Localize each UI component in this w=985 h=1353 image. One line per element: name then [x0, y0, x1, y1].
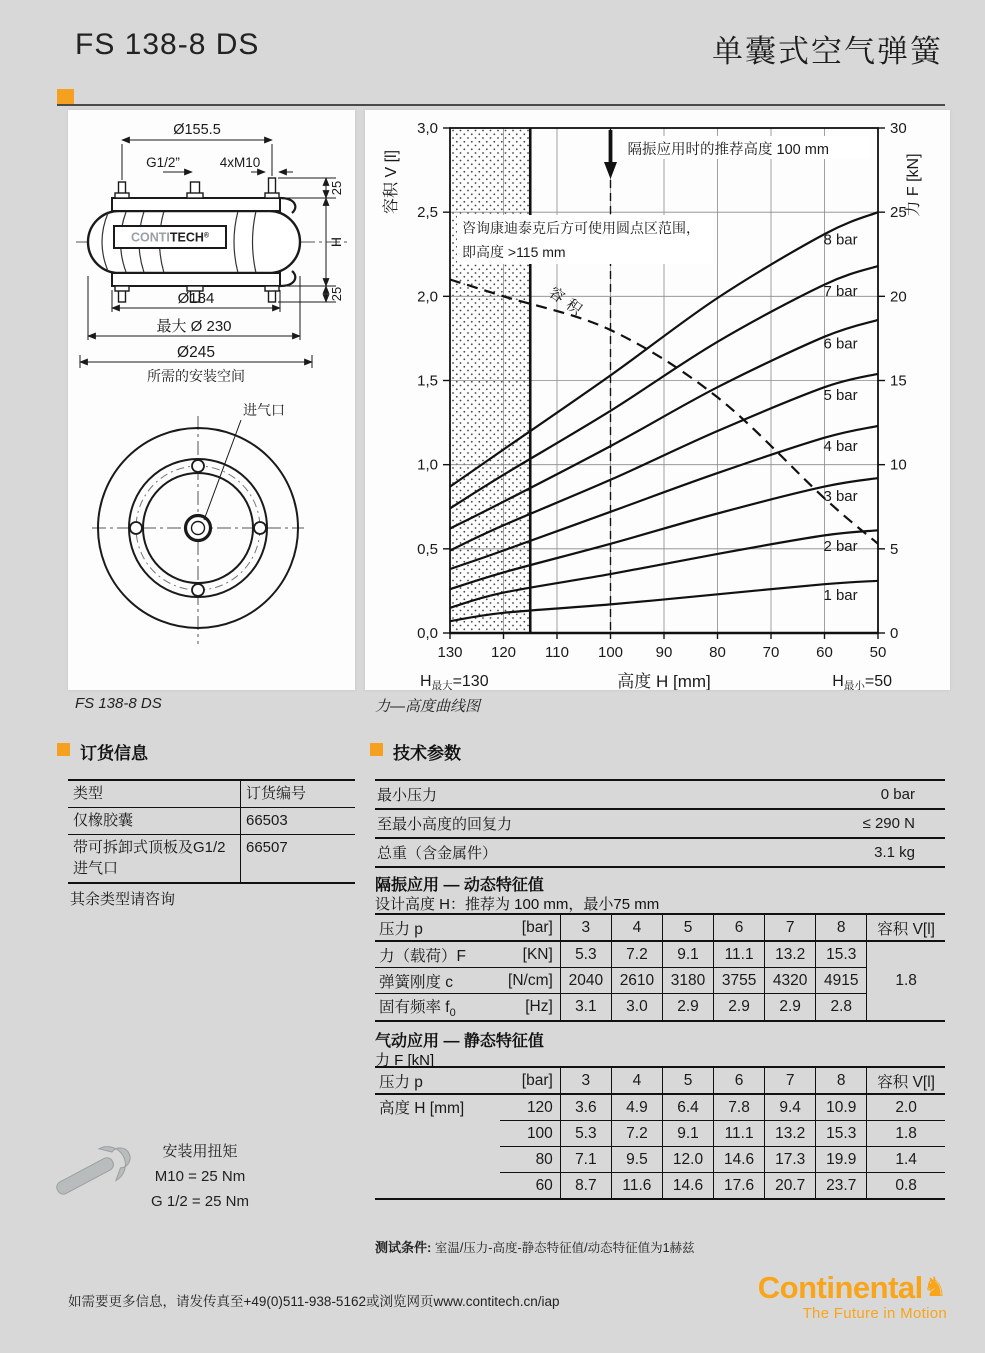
table-row: [68, 834, 355, 883]
ordering-table: [68, 779, 355, 884]
cell: 5.3: [560, 941, 611, 968]
x-tick-label: 100: [597, 644, 624, 661]
table-row: [375, 914, 945, 941]
param-value: ≤ 290 N: [660, 809, 945, 838]
height-value: 80: [500, 1147, 560, 1173]
unit-label: [bar]: [500, 914, 560, 941]
top-plate: [112, 198, 280, 211]
dim-245-label: Ø245: [177, 344, 215, 361]
volume-value: 1.8: [867, 1121, 945, 1147]
x-tick-label: 50: [869, 644, 887, 661]
brand-wordmark: Continental: [757, 1270, 923, 1305]
table-row: [375, 809, 945, 838]
dim-h: H: [328, 236, 344, 248]
curve-label: 1 bar: [823, 587, 858, 605]
dynamic-title: 隔振应用 — 动态特征值: [375, 877, 544, 894]
y-right-tick-label: 0: [890, 625, 899, 642]
brand-text: CONTITECH®: [130, 230, 210, 245]
cell: 9.5: [611, 1147, 662, 1173]
table-row: [68, 807, 355, 834]
air-inlet-label: 进气口: [243, 402, 285, 418]
recommended-annotation: 隔振应用时的推荐高度 100 mm: [627, 142, 829, 158]
y-left-tick-label: 2,0: [417, 288, 438, 306]
y-right-tick-label: 15: [890, 372, 907, 390]
cell: 7.2: [611, 1121, 662, 1147]
drawing-caption: FS 138-8 DS: [75, 695, 162, 712]
cell: 3.1: [560, 994, 611, 1022]
pressure-col: 7: [765, 1067, 816, 1094]
cell: 11.6: [611, 1173, 662, 1200]
x-tick-label: 110: [545, 644, 569, 661]
cell: 5.3: [560, 1121, 611, 1147]
y-left-tick-label: 0,0: [417, 625, 438, 642]
y-left-tick-label: 1,5: [417, 372, 438, 390]
cell: 20.7: [765, 1173, 816, 1200]
cell: 14.6: [714, 1147, 765, 1173]
volume-curve-label: 容积: [545, 283, 590, 323]
curve-label: 6 bar: [823, 335, 858, 353]
bead-top: [280, 198, 295, 213]
cell: 4.9: [611, 1094, 662, 1121]
pressure-col: 8: [816, 914, 867, 941]
y-left-tick-label: 2,5: [417, 204, 438, 222]
volume-col-header: 容积 V[l]: [867, 914, 945, 941]
cell: 9.1: [662, 941, 713, 968]
cell: 2.9: [714, 994, 765, 1022]
drawing-panel: [68, 110, 355, 690]
volume-value: 1.8: [867, 941, 945, 1021]
cell: 2.9: [662, 994, 713, 1022]
table-row: [375, 994, 945, 1022]
tech-params-table: [375, 779, 945, 868]
row-label: 固有频率 $f_0$: [379, 999, 456, 1020]
y-right-axis-title: 力 F [kN]: [905, 153, 922, 217]
row-label: 压力 p: [375, 914, 500, 941]
height-value: 100: [500, 1121, 560, 1147]
cell: 19.9: [816, 1147, 867, 1173]
dim-25-top: 25: [329, 180, 344, 196]
pressure-col: 3: [560, 1067, 611, 1094]
dim-184-label: Ø184: [177, 290, 215, 307]
static-table: [375, 1066, 945, 1200]
torque-g12: G 1/2 = 25 Nm: [151, 1192, 249, 1210]
cell: 10.9: [816, 1094, 867, 1121]
y-left-tick-label: 3,0: [417, 120, 438, 137]
table-row: [375, 1067, 945, 1094]
pressure-col: 7: [765, 914, 816, 941]
row-label: 高度 H [mm]: [375, 1094, 500, 1199]
chart-caption: 力—高度曲线图: [375, 698, 481, 715]
pressure-col: 5: [662, 914, 713, 941]
y-right-tick-label: 10: [890, 456, 907, 474]
row-label: 弹簧刚度 c: [375, 968, 500, 994]
y-left-axis-title: 容积 V [l]: [383, 149, 400, 215]
order-number: 66507: [241, 834, 356, 883]
volume-value: 2.0: [867, 1094, 945, 1121]
x-tick-label: 130: [437, 644, 463, 661]
col-header-type: 类型: [68, 780, 241, 807]
pressure-col: 6: [714, 1067, 765, 1094]
height-value: 60: [535, 1176, 553, 1194]
order-type: 带可拆卸式顶板及G1/2进气口: [73, 838, 226, 878]
y-left-tick-label: 1,0: [417, 456, 438, 474]
page-title-model: FS 138-8 DS: [75, 28, 260, 61]
y-right-tick-label: 30: [890, 120, 907, 137]
cell: 9.4: [765, 1094, 816, 1121]
cell: 6.4: [662, 1094, 713, 1121]
cell: 15.3: [816, 1121, 867, 1147]
volume-col-header: 容积 V[l]: [867, 1067, 945, 1094]
x-tick-label: 90: [655, 644, 673, 661]
x-tick-label: 60: [816, 644, 833, 661]
consult-annotation-line2: 即高度 >115 mm: [462, 244, 566, 260]
param-label: 至最小高度的回复力: [375, 809, 660, 838]
cell: 17.3: [765, 1147, 816, 1173]
cell: 13.2: [765, 941, 816, 968]
cell: 3.0: [611, 994, 662, 1022]
cell: 15.3: [816, 941, 867, 968]
cell: 14.6: [662, 1173, 713, 1200]
torque-m10: M10 = 25 Nm: [154, 1167, 246, 1185]
cell: 2.8: [816, 994, 867, 1022]
cell: 4320: [765, 968, 816, 994]
curve-label: 7 bar: [823, 282, 858, 300]
order-number: 66503: [241, 807, 356, 834]
pressure-col: 6: [714, 914, 765, 941]
curve-label: 4 bar: [823, 438, 858, 456]
bottom-plate: [112, 273, 280, 286]
torque-info: [110, 1140, 290, 1214]
air-spring-drawing: [68, 110, 355, 690]
cell: 12.0: [662, 1147, 713, 1173]
horse-icon: ♞: [922, 1272, 947, 1302]
param-value: 3.1 kg: [660, 838, 945, 867]
static-subtitle: 力 F [kN]: [375, 1052, 435, 1069]
pressure-col: 4: [611, 1067, 662, 1094]
ordering-section-square: [57, 743, 70, 756]
y-right-tick-label: 25: [890, 204, 907, 222]
ordering-section-title: 订货信息: [80, 744, 148, 763]
cell: 7.2: [611, 941, 662, 968]
table-row: [375, 780, 945, 809]
table-row: [375, 968, 945, 994]
x-tick-label: 80: [709, 644, 726, 661]
volume-value: 1.4: [867, 1147, 945, 1173]
cell: 13.2: [765, 1121, 816, 1147]
h-min-label: H最小=50: [832, 673, 892, 690]
table-row: [375, 1094, 945, 1121]
x-tick-label: 70: [762, 644, 780, 661]
install-space-label: 所需的安装空间: [147, 368, 245, 384]
volume-value: 0.8: [867, 1173, 945, 1200]
recommended-arrow-head: [604, 162, 617, 179]
dim-230-label: 最大 Ø 230: [156, 318, 232, 335]
tech-section-title: 技术参数: [393, 744, 461, 763]
curve-label: 8 bar: [823, 231, 858, 249]
row-label: 压力 p: [375, 1067, 500, 1094]
cell: 2040: [560, 968, 611, 994]
param-label: 最小压力: [375, 780, 660, 809]
bottom-view: [92, 416, 304, 644]
y-left-tick-label: 0,5: [417, 540, 438, 558]
curve-label: 5 bar: [823, 387, 858, 405]
pressure-col: 5: [662, 1067, 713, 1094]
y-right-tick-label: 20: [890, 288, 907, 306]
table-row: [375, 941, 945, 968]
dim-25-bottom: 25: [329, 286, 344, 302]
cell: 7.1: [560, 1147, 611, 1173]
consult-annotation-line1: 咨询康迪泰克后方可使用圆点区范围，: [462, 220, 700, 236]
cell: 17.6: [714, 1173, 765, 1200]
continental-logo: [717, 1272, 947, 1322]
x-axis-title: 高度 H [mm]: [617, 672, 711, 690]
force-height-chart: [365, 110, 950, 690]
order-type: 仅橡胶囊: [68, 807, 241, 834]
dim-155-label: Ø155.5: [173, 122, 221, 138]
bead-bottom: [280, 271, 295, 286]
param-label: 总重（含金属件）: [375, 838, 660, 867]
cell: 2610: [611, 968, 662, 994]
cell: 8.7: [560, 1173, 611, 1200]
cell: 11.1: [714, 941, 765, 968]
y-right-tick-label: 5: [890, 540, 899, 558]
curve-label: 2 bar: [823, 537, 858, 555]
unit-label: [bar]: [500, 1067, 560, 1094]
cell: 4915: [816, 968, 867, 994]
pressure-col: 3: [560, 914, 611, 941]
cell: 23.7: [816, 1173, 867, 1200]
param-value: 0 bar: [660, 780, 945, 809]
unit-label: [N/cm]: [500, 968, 560, 994]
height-value: 120: [500, 1094, 560, 1121]
pressure-col: 4: [611, 914, 662, 941]
cell: 3.6: [560, 1094, 611, 1121]
x-tick-label: 120: [490, 644, 517, 661]
torque-title: 安装用扭矩: [162, 1143, 238, 1160]
footer-contact[interactable]: 如需要更多信息，请发传真至+49(0)511-938-5162或浏览网页www.contitech.cn/iap: [68, 1294, 560, 1309]
brand-slogan: The Future in Motion: [802, 1305, 947, 1322]
tech-section-square: [370, 743, 383, 756]
h-max-label: H最大=130: [420, 673, 489, 690]
curve-label: 3 bar: [823, 488, 858, 506]
dynamic-subtitle: 设计高度 H：推荐为 100 mm，最小75 mm: [375, 896, 660, 913]
test-conditions: 测试条件: 室温/压力-高度-静态特征值/动态特征值为1赫兹: [375, 1240, 695, 1255]
header-rule: [57, 104, 945, 106]
static-title: 气动应用 — 静态特征值: [375, 1033, 544, 1050]
col-header-number: 订货编号: [241, 780, 356, 807]
bolt-label: 4xM10: [219, 155, 261, 170]
cell: 7.8: [714, 1094, 765, 1121]
cell: 9.1: [662, 1121, 713, 1147]
chart-panel: [365, 110, 950, 690]
cell: 2.9: [765, 994, 816, 1022]
cell: 3180: [662, 968, 713, 994]
row-label: 力（载荷）F: [375, 941, 500, 968]
ordering-note: 其余类型请咨询: [70, 891, 176, 908]
unit-label: [KN]: [500, 941, 560, 968]
dynamic-table: [375, 913, 945, 1022]
page-title-product: 单囊式空气弹簧: [712, 34, 943, 69]
pressure-col: 8: [816, 1067, 867, 1094]
unit-label: [Hz]: [525, 998, 553, 1016]
table-row: [68, 780, 355, 807]
table-row: [375, 838, 945, 867]
thread-label: G1/2”: [146, 155, 180, 170]
cell: 11.1: [714, 1121, 765, 1147]
cell: 3755: [714, 968, 765, 994]
